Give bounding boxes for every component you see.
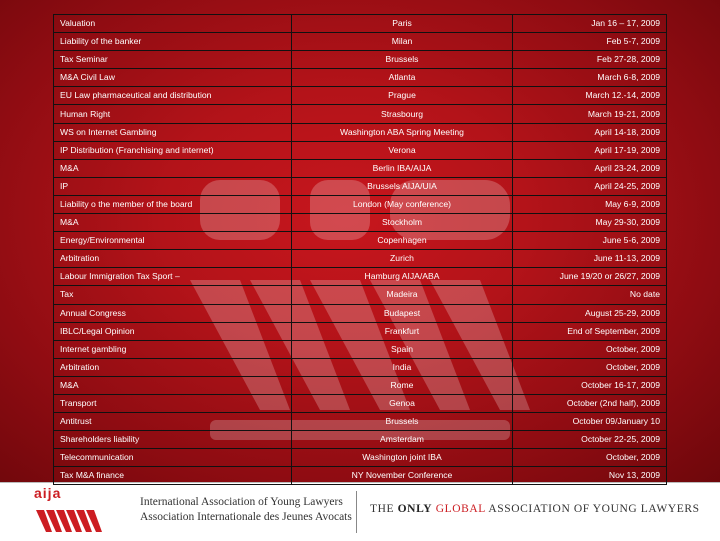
event-topic: M&A Civil Law bbox=[54, 69, 292, 87]
event-topic: Liability of the banker bbox=[54, 33, 292, 51]
table-row bbox=[54, 15, 667, 33]
event-date: October, 2009 bbox=[513, 340, 667, 358]
event-topic: Arbitration bbox=[54, 358, 292, 376]
event-date: October, 2009 bbox=[513, 358, 667, 376]
event-topic: Transport bbox=[54, 394, 292, 412]
table-row bbox=[54, 340, 667, 358]
event-date: April 17-19, 2009 bbox=[513, 141, 667, 159]
events-table bbox=[53, 14, 667, 485]
event-topic: Tax bbox=[54, 286, 292, 304]
table-row bbox=[54, 69, 667, 87]
table-row bbox=[54, 413, 667, 431]
event-topic: Energy/Environmental bbox=[54, 232, 292, 250]
event-topic: Shareholders liability bbox=[54, 431, 292, 449]
event-date: October, 2009 bbox=[513, 449, 667, 467]
event-place: Madeira bbox=[292, 286, 513, 304]
logo-wordmark: aija bbox=[34, 485, 62, 501]
event-date: October 16-17, 2009 bbox=[513, 376, 667, 394]
table-row bbox=[54, 394, 667, 412]
event-date: June 5-6, 2009 bbox=[513, 232, 667, 250]
tagline-rest: ASSOCIATION OF YOUNG LAWYERS bbox=[485, 503, 700, 515]
table-row bbox=[54, 268, 667, 286]
event-place: Atlanta bbox=[292, 69, 513, 87]
table-row bbox=[54, 376, 667, 394]
event-place: NY November Conference bbox=[292, 467, 513, 485]
table-row bbox=[54, 467, 667, 485]
footer-divider bbox=[356, 491, 357, 533]
table-row bbox=[54, 87, 667, 105]
event-topic: IP Distribution (Franchising and internet) bbox=[54, 141, 292, 159]
event-topic: M&A bbox=[54, 159, 292, 177]
event-place: Rome bbox=[292, 376, 513, 394]
event-place: Genoa bbox=[292, 394, 513, 412]
table-row bbox=[54, 214, 667, 232]
event-date: Feb 27-28, 2009 bbox=[513, 51, 667, 69]
event-date: April 14-18, 2009 bbox=[513, 123, 667, 141]
event-date: No date bbox=[513, 286, 667, 304]
event-place: Prague bbox=[292, 87, 513, 105]
event-date: June 11-13, 2009 bbox=[513, 250, 667, 268]
table-row bbox=[54, 431, 667, 449]
event-topic: WS on Internet Gambling bbox=[54, 123, 292, 141]
event-date: October (2nd half), 2009 bbox=[513, 394, 667, 412]
event-topic: Liability o the member of the board bbox=[54, 195, 292, 213]
event-place: Frankfurt bbox=[292, 322, 513, 340]
table-row bbox=[54, 358, 667, 376]
event-place: Zurich bbox=[292, 250, 513, 268]
event-place: Verona bbox=[292, 141, 513, 159]
event-place: Stockholm bbox=[292, 214, 513, 232]
event-date: Nov 13, 2009 bbox=[513, 467, 667, 485]
event-place: Brussels AIJA/UIA bbox=[292, 177, 513, 195]
event-date: May 29-30, 2009 bbox=[513, 214, 667, 232]
organization-name-fr: Association Internationale des Jeunes Avocats bbox=[140, 511, 352, 523]
table-row bbox=[54, 232, 667, 250]
table-row bbox=[54, 195, 667, 213]
event-topic: EU Law pharmaceutical and distribution bbox=[54, 87, 292, 105]
event-topic: Arbitration bbox=[54, 250, 292, 268]
event-date: Feb 5-7, 2009 bbox=[513, 33, 667, 51]
event-date: April 23-24, 2009 bbox=[513, 159, 667, 177]
tagline-the: THE bbox=[370, 503, 398, 515]
tagline bbox=[370, 503, 700, 515]
event-place: Washington joint IBA bbox=[292, 449, 513, 467]
tagline-global: GLOBAL bbox=[432, 503, 486, 515]
event-place: Copenhagen bbox=[292, 232, 513, 250]
event-place: Amsterdam bbox=[292, 431, 513, 449]
table-row bbox=[54, 304, 667, 322]
event-date: May 6-9, 2009 bbox=[513, 195, 667, 213]
event-place: Brussels bbox=[292, 51, 513, 69]
event-place: Berlin IBA/AIJA bbox=[292, 159, 513, 177]
event-place: India bbox=[292, 358, 513, 376]
event-topic: Labour Immigration Tax Sport – bbox=[54, 268, 292, 286]
event-place: London (May conference) bbox=[292, 195, 513, 213]
event-date: March 6-8, 2009 bbox=[513, 69, 667, 87]
event-place: Strasbourg bbox=[292, 105, 513, 123]
event-date: August 25-29, 2009 bbox=[513, 304, 667, 322]
table-row bbox=[54, 159, 667, 177]
table-row bbox=[54, 322, 667, 340]
event-date: April 24-25, 2009 bbox=[513, 177, 667, 195]
table-row bbox=[54, 449, 667, 467]
event-date: Jan 16 – 17, 2009 bbox=[513, 15, 667, 33]
event-date: October 09/January 10 bbox=[513, 413, 667, 431]
table-row bbox=[54, 286, 667, 304]
tagline-only: ONLY bbox=[397, 503, 433, 515]
event-date: End of September, 2009 bbox=[513, 322, 667, 340]
event-topic: M&A bbox=[54, 214, 292, 232]
table-row bbox=[54, 177, 667, 195]
table-row bbox=[54, 250, 667, 268]
event-topic: Internet gambling bbox=[54, 340, 292, 358]
event-topic: Human Right bbox=[54, 105, 292, 123]
event-topic: M&A bbox=[54, 376, 292, 394]
events-table-body bbox=[54, 15, 667, 485]
event-place: Spain bbox=[292, 340, 513, 358]
event-date: October 22-25, 2009 bbox=[513, 431, 667, 449]
event-date: March 19-21, 2009 bbox=[513, 105, 667, 123]
event-topic: Valuation bbox=[54, 15, 292, 33]
event-date: March 12.-14, 2009 bbox=[513, 87, 667, 105]
event-place: Paris bbox=[292, 15, 513, 33]
event-topic: Tax Seminar bbox=[54, 51, 292, 69]
event-place: Hamburg AIJA/ABA bbox=[292, 268, 513, 286]
organization-name-en: International Association of Young Lawyers bbox=[140, 496, 343, 508]
organization-name bbox=[140, 495, 352, 525]
event-place: Brussels bbox=[292, 413, 513, 431]
event-place: Washington ABA Spring Meeting bbox=[292, 123, 513, 141]
event-topic: Tax M&A finance bbox=[54, 467, 292, 485]
table-row bbox=[54, 51, 667, 69]
event-topic: Annual Congress bbox=[54, 304, 292, 322]
table-row bbox=[54, 105, 667, 123]
event-topic: Telecommunication bbox=[54, 449, 292, 467]
event-date: June 19/20 or 26/27, 2009 bbox=[513, 268, 667, 286]
event-topic: Antitrust bbox=[54, 413, 292, 431]
footer bbox=[0, 482, 720, 541]
event-place: Milan bbox=[292, 33, 513, 51]
event-place: Budapest bbox=[292, 304, 513, 322]
event-topic: IBLC/Legal Opinion bbox=[54, 322, 292, 340]
table-row bbox=[54, 123, 667, 141]
event-topic: IP bbox=[54, 177, 292, 195]
table-row bbox=[54, 33, 667, 51]
table-row bbox=[54, 141, 667, 159]
